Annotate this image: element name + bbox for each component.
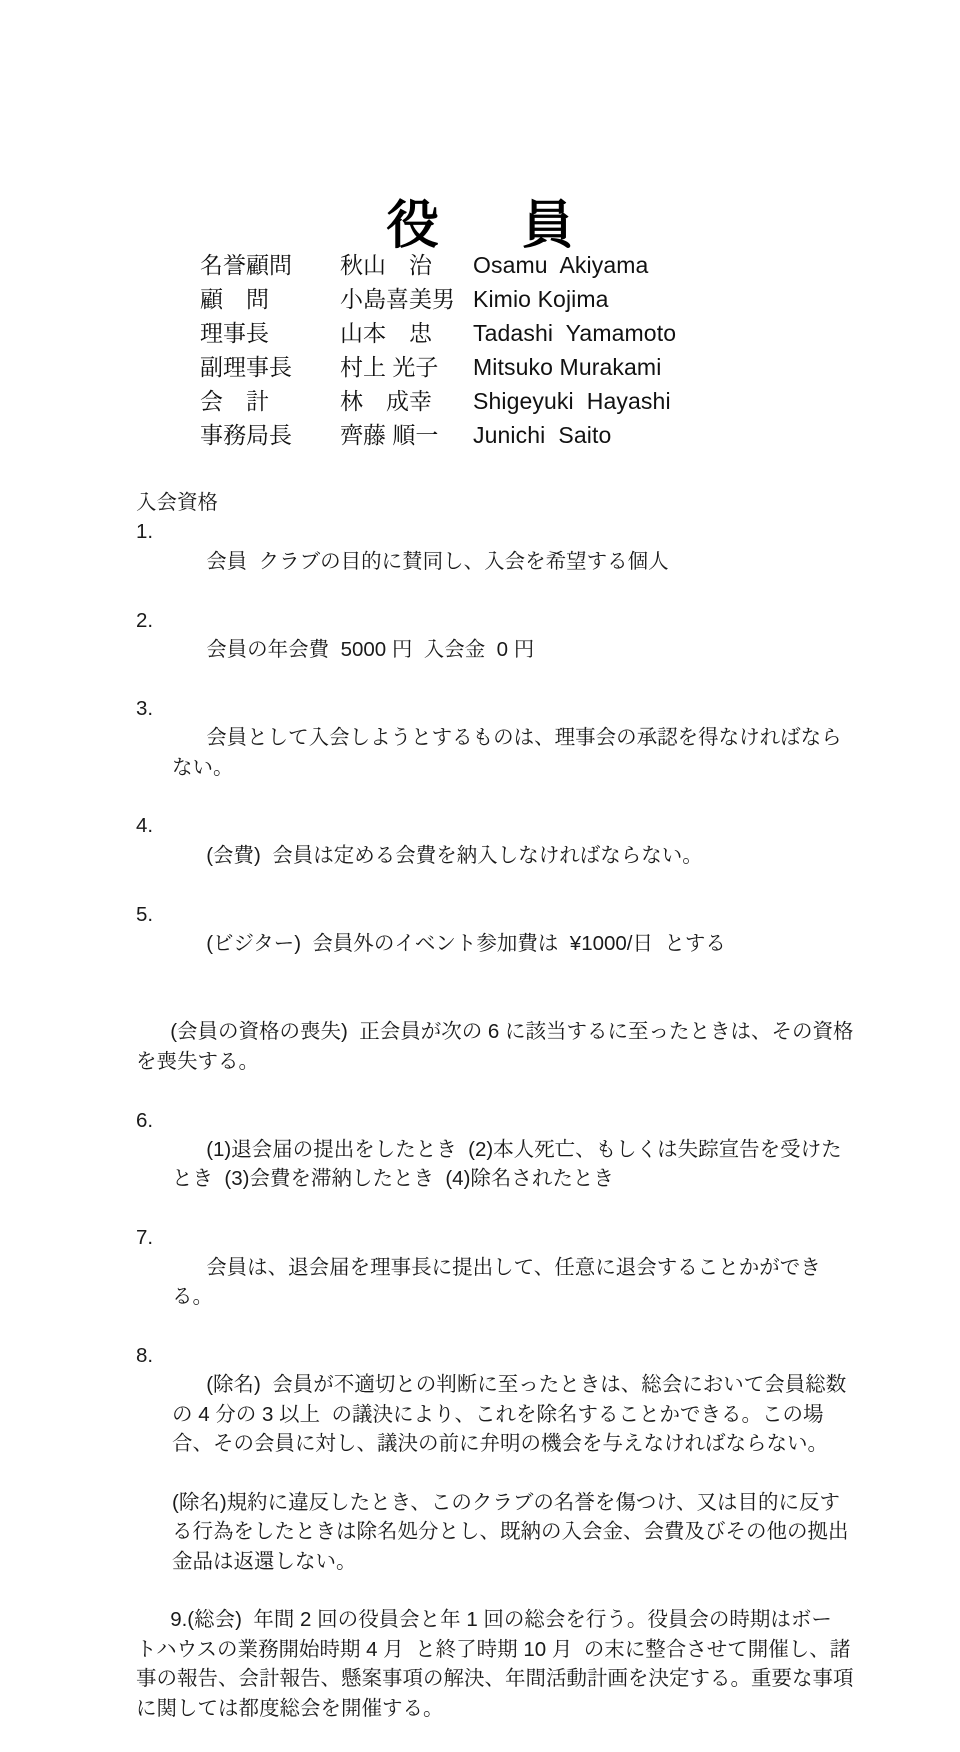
clause-marker: 9. (170, 1608, 188, 1632)
officer-row (200, 282, 820, 316)
officer-name-romaji: Mitsuko Murakami (473, 354, 662, 380)
officer-title: 事務局長 (200, 422, 292, 448)
clause-text: (除名) 会員が不適切との判断に至ったときは、総会において会員総数の 4 分の 3 以上 の議決により、これを除名することかできる。この場合、その会員に対し、議決の前に弁明の機会を与えなければならない。 (172, 1373, 847, 1455)
clause-expulsion-subparagraph: (除名)規約に違反したとき、このクラブの名誉を傷つけ、又は目的に反する行為をしたときは除名処分とし、既納の入会金、会費及びその他の拠出金品は返還しない。 (172, 1490, 849, 1573)
officer-name-japanese: 村上 光子 (340, 354, 439, 380)
officer-title: 副理事長 (200, 354, 292, 380)
clause-item (136, 811, 858, 899)
officer-name-japanese: 山本 忠 (340, 320, 432, 346)
clause-qualification-loss (136, 988, 858, 1106)
clause-marker: 5. (136, 902, 154, 926)
clause-item (136, 694, 858, 812)
clause-item (136, 1341, 858, 1488)
membership-section (136, 488, 858, 1752)
officer-name-japanese: 齊藤 順一 (340, 422, 439, 448)
officer-title: 顧 問 (200, 286, 269, 312)
clause-item (136, 1223, 858, 1341)
clause-text: (会費) 会員は定める会費を納入しなければならない。 (206, 843, 703, 867)
officer-row (200, 384, 820, 418)
clause-item (136, 900, 858, 988)
section-heading: 入会資格 (136, 491, 218, 514)
clause-text: (会員の資格の喪失) 正会員が次の 6 に該当するに至ったときは、その資格を喪失する。 (136, 1020, 854, 1073)
officer-title: 名誉顧問 (200, 252, 292, 278)
clause-item (136, 517, 858, 605)
officer-name-japanese: 林 成幸 (340, 388, 432, 414)
clause-marker: 1. (136, 520, 154, 544)
officer-row (200, 350, 820, 384)
officer-row (200, 418, 820, 452)
clause-text: 会員 クラブの目的に賛同し、入会を希望する個人 (206, 549, 669, 573)
officer-title: 理事長 (200, 320, 269, 346)
clause-marker: 3. (136, 696, 154, 720)
officer-name-romaji: Shigeyuki Hayashi (473, 388, 671, 414)
officer-name-romaji: Junichi Saito (473, 422, 612, 448)
clause-marker: 8. (136, 1343, 154, 1367)
officer-row (200, 316, 820, 350)
clause-text: (ビジター) 会員外のイベント参加費は ¥1000/日 とする (206, 932, 726, 956)
clause-item (136, 1106, 858, 1224)
clause-text: 会員の年会費 5000 円 入会金 0 円 (206, 638, 535, 662)
officer-name-japanese: 秋山 治 (340, 252, 432, 278)
officer-name-romaji: Kimio Kojima (473, 286, 609, 312)
officers-list (200, 248, 820, 452)
clause-text: (1)退会届の提出をしたとき (2)本人死亡、もしくは失踪宣告を受けたとき (3)会費を滞納したとき (4)除名されたとき (172, 1137, 842, 1191)
clause-marker: 7. (136, 1226, 154, 1250)
officer-name-romaji: Osamu Akiyama (473, 252, 649, 278)
clause-marker: 4. (136, 814, 154, 838)
officer-name-japanese: 小島喜美男 (340, 286, 455, 312)
page-title: 役 員 (386, 196, 590, 255)
officer-row (200, 248, 820, 282)
officer-title: 会 計 (200, 388, 269, 414)
clause-general-meeting (136, 1576, 858, 1752)
clause-marker: 2. (136, 608, 154, 632)
officer-name-romaji: Tadashi Yamamoto (473, 320, 677, 346)
clause-text: 会員は、退会届を理事長に提出して、任意に退会することかができる。 (172, 1255, 821, 1308)
clause-text: 会員として入会しようとするものは、理事会の承認を得なければならない。 (172, 726, 842, 779)
clause-item (136, 606, 858, 694)
clause-marker: 6. (136, 1108, 154, 1132)
clause-text: (総会) 年間 2 回の役員会と年 1 回の総会を行う。役員会の時期はボー トハウスの業務開始時期 4 月 と終了時期 10 月 の末に整合させて開催し、諸事の報告、会計報告、懸案事項の解決、年間活動計画を決定する。重要な事項に関しては都度総会を開催する。 (136, 1608, 854, 1720)
